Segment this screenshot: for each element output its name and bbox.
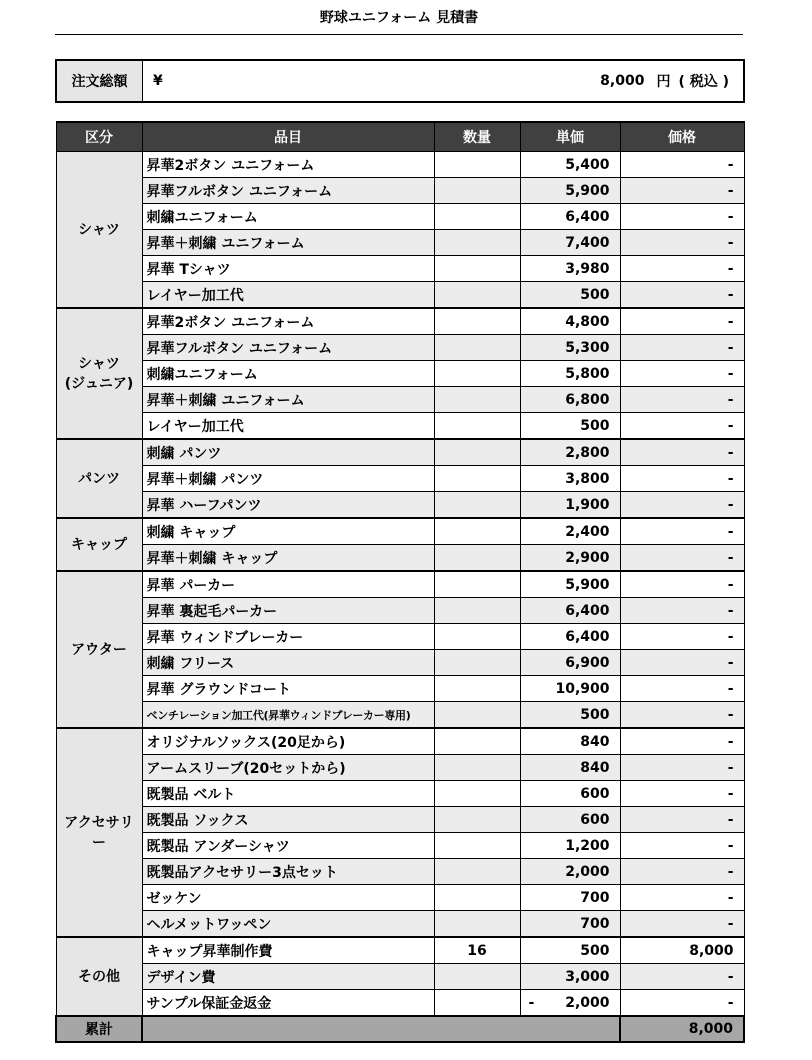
category-cell: [56, 937, 142, 1016]
table-row: [56, 256, 744, 282]
item-name: レイヤー加工代: [142, 413, 434, 440]
table-row: [56, 755, 744, 781]
unit-price-value: 840: [580, 759, 610, 776]
quantity-cell[interactable]: [434, 859, 520, 885]
unit-price-cell: [520, 833, 620, 859]
unit-price-cell: [520, 650, 620, 676]
order-total-box: [55, 59, 745, 103]
price-cell: -: [620, 781, 744, 807]
quantity-cell[interactable]: [434, 728, 520, 755]
table-row: [56, 361, 744, 387]
table-row: [56, 937, 744, 964]
unit-price-cell: [520, 361, 620, 387]
item-name: 昇華フルボタン ユニフォーム: [142, 335, 434, 361]
item-name: レイヤー加工代: [142, 282, 434, 309]
quantity-cell[interactable]: [434, 911, 520, 938]
item-name: サンプル保証金返金: [142, 990, 434, 1017]
price-cell: -: [620, 413, 744, 440]
quantity-cell[interactable]: [434, 781, 520, 807]
price-cell: -: [620, 624, 744, 650]
unit-price-cell: [520, 204, 620, 230]
quantity-cell[interactable]: [434, 624, 520, 650]
price-cell: -: [620, 728, 744, 755]
unit-price-cell: [520, 624, 620, 650]
price-cell: -: [620, 807, 744, 833]
document-title: 野球ユニフォーム 見積書: [55, 0, 743, 35]
category-label: パンツ: [78, 470, 120, 487]
quantity-cell[interactable]: [434, 256, 520, 282]
price-cell: -: [620, 676, 744, 702]
unit-price-value: 5,400: [565, 156, 610, 173]
table-row: [56, 282, 744, 309]
item-name: 既製品 ソックス: [142, 807, 434, 833]
item-name: アームスリーブ(20セットから): [142, 755, 434, 781]
header-row: [56, 122, 744, 152]
unit-price-value: 700: [580, 915, 610, 932]
table-row: [56, 885, 744, 911]
unit-price-cell: [520, 676, 620, 702]
unit-price-value: 5,800: [565, 365, 610, 382]
quantity-cell[interactable]: [434, 230, 520, 256]
table-row: [56, 859, 744, 885]
unit-price-cell: [520, 937, 620, 964]
table-row: [56, 152, 744, 178]
price-cell: -: [620, 964, 744, 990]
order-total-unit: 円: [656, 74, 671, 90]
price-cell: -: [620, 833, 744, 859]
quantity-cell[interactable]: [434, 833, 520, 859]
item-name: ベンチレーション加工代(昇華ウィンドブレーカー専用): [142, 702, 434, 729]
table-row: [56, 387, 744, 413]
unit-price-cell: [520, 885, 620, 911]
unit-price-cell: [520, 518, 620, 545]
unit-price-cell: [520, 545, 620, 572]
category-cell: [56, 571, 142, 728]
category-cell: [56, 518, 142, 571]
quantity-cell[interactable]: [434, 387, 520, 413]
quantity-cell[interactable]: [434, 650, 520, 676]
price-cell: -: [620, 859, 744, 885]
quantity-cell[interactable]: [434, 152, 520, 178]
price-cell: -: [620, 702, 744, 729]
category-label: シャツ: [78, 221, 120, 238]
item-name: キャップ昇華制作費: [142, 937, 434, 964]
unit-price-cell: [520, 859, 620, 885]
unit-price-value: 600: [580, 785, 610, 802]
table-row: [56, 204, 744, 230]
item-name: デザイン費: [142, 964, 434, 990]
summary-spacer: [142, 1016, 620, 1042]
item-name: ゼッケン: [142, 885, 434, 911]
category-cell: [56, 308, 142, 439]
price-cell: -: [620, 492, 744, 519]
unit-price-value: 6,400: [565, 208, 610, 225]
unit-price-value: 840: [580, 733, 610, 750]
currency-symbol: ¥: [153, 73, 163, 89]
table-row: [56, 492, 744, 519]
price-cell: -: [620, 466, 744, 492]
unit-price-cell: [520, 256, 620, 282]
item-name: 昇華 裏起毛パーカー: [142, 598, 434, 624]
quantity-cell[interactable]: [434, 571, 520, 598]
unit-price-cell: [520, 755, 620, 781]
item-name: 昇華2ボタン ユニフォーム: [142, 152, 434, 178]
unit-price-value: 500: [580, 417, 610, 434]
item-name: 昇華＋刺繍 ユニフォーム: [142, 230, 434, 256]
table-row: [56, 728, 744, 755]
summary-total: 8,000: [620, 1016, 744, 1042]
unit-price-value: 2,000: [565, 994, 610, 1011]
order-total-amount-area: [183, 61, 743, 101]
unit-price-value: 4,800: [565, 313, 610, 330]
table-row: [56, 178, 744, 204]
table-row: [56, 545, 744, 572]
price-cell: -: [620, 256, 744, 282]
price-cell: -: [620, 282, 744, 309]
category-cell: [56, 439, 142, 518]
item-name: オリジナルソックス(20足から): [142, 728, 434, 755]
table-row: [56, 466, 744, 492]
header-category: 区分: [56, 122, 142, 152]
unit-price-value: 1,900: [565, 496, 610, 513]
unit-price-value: 6,900: [565, 654, 610, 671]
unit-price-value: 10,900: [555, 680, 610, 697]
header-price: 価格: [620, 122, 744, 152]
quantity-cell[interactable]: [434, 964, 520, 990]
unit-price-cell: [520, 387, 620, 413]
item-name: 刺繍 パンツ: [142, 439, 434, 466]
item-name: 既製品 ベルト: [142, 781, 434, 807]
unit-price-value: 6,800: [565, 391, 610, 408]
summary-label: 累計: [56, 1016, 142, 1042]
table-row: [56, 990, 744, 1017]
unit-price-cell: [520, 308, 620, 335]
price-cell: -: [620, 361, 744, 387]
price-cell: -: [620, 152, 744, 178]
quantity-cell[interactable]: [434, 282, 520, 309]
unit-price-value: 2,800: [565, 444, 610, 461]
unit-price-value: 1,200: [565, 837, 610, 854]
quantity-cell[interactable]: [434, 492, 520, 519]
item-name: 既製品アクセサリー3点セット: [142, 859, 434, 885]
quantity-cell[interactable]: [434, 598, 520, 624]
quantity-cell[interactable]: [434, 439, 520, 466]
table-row: [56, 413, 744, 440]
table-row: [56, 335, 744, 361]
quantity-cell[interactable]: [434, 178, 520, 204]
item-name: 昇華 Tシャツ: [142, 256, 434, 282]
header-quantity: 数量: [434, 122, 520, 152]
unit-price-value: 2,900: [565, 549, 610, 566]
quantity-cell[interactable]: 16: [434, 937, 520, 964]
order-total-label: 注文総額: [57, 61, 143, 101]
category-label: アクセサリー: [64, 814, 134, 851]
unit-price-value: 2,400: [565, 523, 610, 540]
price-cell: -: [620, 178, 744, 204]
header-unit-price: 単価: [520, 122, 620, 152]
unit-price-value: 5,900: [565, 182, 610, 199]
unit-price-value: 500: [580, 942, 610, 959]
quantity-cell[interactable]: [434, 885, 520, 911]
unit-price-value: 3,000: [565, 968, 610, 985]
item-name: 刺繍ユニフォーム: [142, 204, 434, 230]
unit-price-value: 7,400: [565, 234, 610, 251]
price-cell: -: [620, 439, 744, 466]
price-cell: -: [620, 387, 744, 413]
table-row: [56, 230, 744, 256]
unit-price-value: 3,980: [565, 260, 610, 277]
unit-price-cell: [520, 702, 620, 729]
table-row: [56, 807, 744, 833]
item-name: 刺繍 フリース: [142, 650, 434, 676]
order-total-amount: 8,000: [600, 73, 645, 89]
table-row: [56, 518, 744, 545]
item-name: 昇華 ウィンドブレーカー: [142, 624, 434, 650]
unit-price-cell: [520, 990, 620, 1017]
unit-price-cell: [520, 728, 620, 755]
unit-price-cell: [520, 571, 620, 598]
table-row: [56, 598, 744, 624]
price-cell: -: [620, 571, 744, 598]
unit-price-cell: [520, 598, 620, 624]
table-row: [56, 308, 744, 335]
unit-price-cell: [520, 781, 620, 807]
header-item: 品目: [142, 122, 434, 152]
table-row: [56, 964, 744, 990]
item-name: 昇華＋刺繍 キャップ: [142, 545, 434, 572]
quantity-cell[interactable]: [434, 361, 520, 387]
category-label: キャップ: [71, 536, 127, 553]
negative-sign: -: [528, 994, 535, 1011]
quantity-cell[interactable]: [434, 335, 520, 361]
table-row: [56, 833, 744, 859]
unit-price-cell: [520, 492, 620, 519]
unit-price-cell: [520, 807, 620, 833]
unit-price-cell: [520, 178, 620, 204]
quantity-cell[interactable]: [434, 676, 520, 702]
table-row: [56, 624, 744, 650]
quote-table-body: [56, 152, 744, 1017]
price-cell: -: [620, 308, 744, 335]
quote-table: [55, 121, 745, 1043]
unit-price-cell: [520, 282, 620, 309]
table-row: [56, 439, 744, 466]
unit-price-value: 2,000: [565, 863, 610, 880]
item-name: 昇華＋刺繍 ユニフォーム: [142, 387, 434, 413]
item-name: 既製品 アンダーシャツ: [142, 833, 434, 859]
unit-price-cell: [520, 413, 620, 440]
unit-price-cell: [520, 964, 620, 990]
price-cell: -: [620, 230, 744, 256]
quantity-cell[interactable]: [434, 518, 520, 545]
category-cell: [56, 152, 142, 309]
price-cell: -: [620, 755, 744, 781]
unit-price-value: 500: [580, 286, 610, 303]
unit-price-value: 6,400: [565, 602, 610, 619]
price-cell: 8,000: [620, 937, 744, 964]
price-cell: -: [620, 911, 744, 938]
order-total-tax-note: ( 税込 ): [678, 74, 729, 90]
quantity-cell[interactable]: [434, 413, 520, 440]
unit-price-value: 5,300: [565, 339, 610, 356]
quantity-cell[interactable]: [434, 545, 520, 572]
unit-price-cell: [520, 152, 620, 178]
item-name: 昇華 パーカー: [142, 571, 434, 598]
unit-price-value: 600: [580, 811, 610, 828]
category-cell: [56, 728, 142, 937]
table-row: [56, 676, 744, 702]
quantity-cell[interactable]: [434, 702, 520, 729]
item-name: 昇華＋刺繍 パンツ: [142, 466, 434, 492]
quantity-cell[interactable]: [434, 990, 520, 1017]
price-cell: -: [620, 990, 744, 1017]
unit-price-value: 500: [580, 706, 610, 723]
unit-price-cell: [520, 466, 620, 492]
unit-price-cell: [520, 439, 620, 466]
quantity-cell[interactable]: [434, 308, 520, 335]
quantity-cell[interactable]: [434, 204, 520, 230]
price-cell: -: [620, 650, 744, 676]
unit-price-value: 700: [580, 889, 610, 906]
item-name: 刺繍 キャップ: [142, 518, 434, 545]
item-name: 昇華 グラウンドコート: [142, 676, 434, 702]
item-name: 昇華2ボタン ユニフォーム: [142, 308, 434, 335]
category-label: その他: [78, 968, 120, 985]
quantity-cell[interactable]: [434, 466, 520, 492]
price-cell: -: [620, 335, 744, 361]
unit-price-value: 6,400: [565, 628, 610, 645]
price-cell: -: [620, 518, 744, 545]
unit-price-cell: [520, 911, 620, 938]
table-row: [56, 702, 744, 729]
unit-price-cell: [520, 230, 620, 256]
table-row: [56, 781, 744, 807]
unit-price-cell: [520, 335, 620, 361]
item-name: ヘルメットワッペン: [142, 911, 434, 938]
table-row: [56, 911, 744, 938]
table-row: [56, 650, 744, 676]
price-cell: -: [620, 545, 744, 572]
item-name: 刺繍ユニフォーム: [142, 361, 434, 387]
unit-price-value: 5,900: [565, 576, 610, 593]
summary-row: [56, 1016, 744, 1042]
price-cell: -: [620, 598, 744, 624]
item-name: 昇華フルボタン ユニフォーム: [142, 178, 434, 204]
price-cell: -: [620, 204, 744, 230]
quantity-cell[interactable]: [434, 807, 520, 833]
category-label: シャツ (ジュニア): [64, 355, 134, 392]
item-name: 昇華 ハーフパンツ: [142, 492, 434, 519]
quantity-cell[interactable]: [434, 755, 520, 781]
price-cell: -: [620, 885, 744, 911]
unit-price-value: 3,800: [565, 470, 610, 487]
table-row: [56, 571, 744, 598]
category-label: アウター: [71, 641, 127, 658]
